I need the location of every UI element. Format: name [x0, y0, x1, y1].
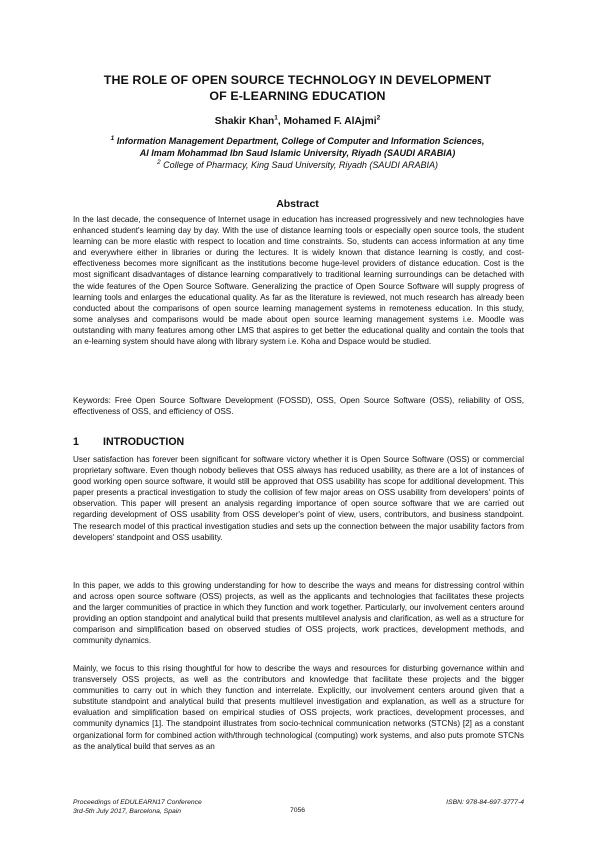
footer-conference-date: 3rd-5th July 2017, Barcelona, Spain — [73, 808, 182, 815]
author-separator: , — [277, 116, 284, 127]
page-number: 7056 — [289, 807, 306, 814]
author-line — [60, 116, 535, 127]
author-2: Mohamed F. AlAjmi — [283, 116, 377, 127]
keywords: Keywords: Free Open Source Software Development (FOSSD), OSS, Open Source Software (OSS), reliability of OSS, effectiveness of OSS, and efficiency of OSS. — [73, 396, 524, 417]
author-2-sup: 2 — [376, 114, 381, 122]
abstract-body: In the last decade, the consequence of Internet usage in education has increased progressively and new technologies have enhanced student's learning day by day. With the use of distance learning tools or especially open source tools, the student learning can be more elastic with respect to location and time constraints. So, students can access information at any time and everywhere either in libraries or during the lectures. It is widely known that distance learning is costly, and cost-effectiveness becomes more significant as the institutions become huge-level providers of distance education. Cost is the most significant disadvantages of distance learning comparatively to traditional learning surroundings can be detached with the wide features of the Open Source Software. Generalizing the practice of Open Source Software will supply progress of learning tools and enlarges the educational quality. As far as the literature is reviewed, not much research has already been conducted about the comparisons of open source learning management systems in remoteness education. In this study, some analyses and comparisons would be made about open source learning management systems i.e. Moodle was outstanding with many features among other LMS that aspires to get better the educational quality and contain the tools that an e-learning system should have along with library system i.e. Koha and Dspace would be studied. — [73, 215, 524, 347]
intro-paragraph-2: In this paper, we adds to this growing understanding for how to describe the ways and means for distressing control within and across open source software (OSS) projects, as well as the applicants and technologies that facilitates these projects and the larger communities of practice in which they function and work together. Particularly, our involvement centers around providing an option standpoint and analytical build that presents multilevel analysis and clarification, as well as a structure for comparison and simplification based on observed studies of OSS projects, work practices, development methods, and community dynamics. — [73, 581, 524, 646]
author-1: Shakir Khan — [214, 116, 275, 127]
section-number: 1 — [73, 436, 79, 448]
affiliation-2 — [60, 160, 535, 172]
footer-conference-name: Proceedings of EDULEARN17 Conference — [73, 799, 202, 806]
intro-paragraph-1: User satisfaction has forever been significant for software victory whether it is Open Source Software (OSS) or commercial proprietary software. Even though nobody believes that OSS always has reduced usability, as there are a lot of instances of good working open source software, it would still be approved that OSS usability has scope for additional development. This paper presents a practical investigation to study the collision of few major areas on OSS usability from developers' points of observation. This paper will present an analysis regarding importance of open source software that we are carried out regarding development of OSS usability from OSS developer's point of view, users, contributors, and business standpoint. The research model of this practical investigation studies and sets up the connection between the major usability factors from developers' standpoint and OSS usability. — [73, 455, 524, 542]
affiliation-2-text: College of Pharmacy, King Saud University, Riyadh (SAUDI ARABIA) — [163, 160, 439, 170]
intro-paragraph-3: Mainly, we focus to this rising thoughtful for how to describe the ways and resources for disturbing governance within and transversely OSS projects, as well as the contributors and knowledge that facilitate these projects and the bigger communities to carry out in which they function and interrelate. Explicitly, our involvement centers around given that a substitute standpoint and analytical build that presents multilevel investigation and explanation, as well as a structure for evaluation and simplification based on empirical studies of OSS projects, work practices, development processes, and community dynamics [1]. The standpoint illustrates from socio-technical communication networks (STCNs) [2] as a constant organizational form for combined action with/through technological (computing) work systems, and also puts promote STCNs as the analytical build that serves as an — [73, 664, 524, 751]
title-line-2: OF E-LEARNING EDUCATION — [209, 89, 386, 103]
title-line-1: THE ROLE OF OPEN SOURCE TECHNOLOGY IN DEVELOPMENT — [103, 73, 492, 87]
affiliation-1-line-2: Al Imam Mohammad Ibn Saud Islamic University, Riyadh (SAUDI ARABIA) — [139, 147, 456, 158]
abstract-heading: Abstract — [276, 198, 319, 210]
affiliation-1-sup: 1 — [110, 135, 115, 142]
section-heading — [73, 436, 184, 448]
paper-title — [60, 72, 535, 104]
affiliation-1 — [60, 136, 535, 159]
section-title: INTRODUCTION — [103, 436, 185, 448]
affiliation-2-sup: 2 — [156, 159, 161, 166]
footer-isbn: ISBN: 978-84-697-3777-4 — [446, 799, 524, 806]
affiliation-1-line-1: Information Management Department, College of Computer and Information Sciences, — [116, 136, 485, 146]
author-1-sup: 1 — [274, 114, 278, 122]
